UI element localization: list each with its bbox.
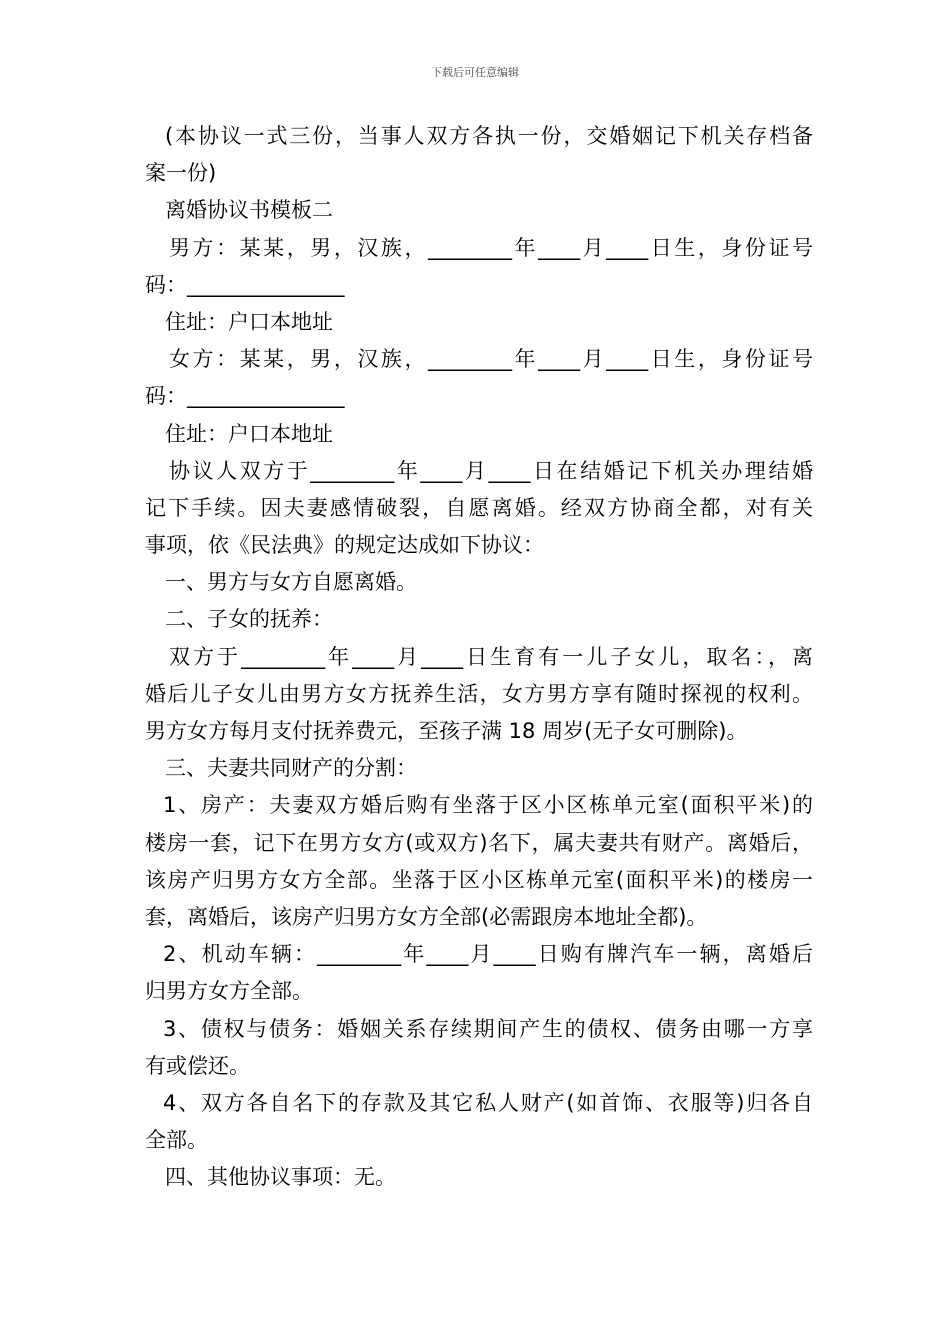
paragraph-line: 3、债权与债务：婚姻关系存续期间产生的债权、债务由哪一方享 [163, 1016, 813, 1041]
paragraph-line: 码：_______________ [145, 384, 345, 409]
paragraph-line: 有或偿还。 [145, 1053, 250, 1078]
paragraph-line: 女方：某某，男，汉族，________年____月____日生，身份证号 [169, 347, 813, 372]
section-title: 离婚协议书模板二 [165, 198, 333, 223]
paragraph-line: 住址：户口本地址 [165, 421, 333, 446]
page-header: 下载后可任意编辑 [431, 66, 519, 79]
paragraph-line: 套，离婚后，该房产归男方女方全部(必需跟房本地址全都)。 [145, 904, 708, 929]
paragraph-line: 事项，依《民法典》的规定达成如下协议： [145, 533, 544, 558]
paragraph-line: 婚后儿子女儿由男方女方抚养生活，女方男方享有随时探视的权利。 [145, 681, 813, 706]
paragraph-line: 码：_______________ [145, 272, 345, 297]
paragraph-line: 二、子女的抚养： [165, 607, 333, 632]
paragraph-line: 三、夫妻共同财产的分割： [165, 756, 417, 781]
paragraph-line: 归男方女方全部。 [145, 979, 313, 1004]
paragraph-line: 四、其他协议事项：无。 [165, 1165, 396, 1190]
paragraph-line: 记下手续。因夫妻感情破裂，自愿离婚。经双方协商全都，对有关 [145, 495, 813, 520]
paragraph-line: 4、双方各自名下的存款及其它私人财产(如首饰、衣服等)归各自 [163, 1090, 813, 1115]
paragraph-line: 住址：户口本地址 [165, 309, 333, 334]
paragraph-line: 男方女方每月支付抚养费元，至孩子满 18 周岁(无子女可删除)。 [145, 719, 748, 743]
paragraph-line: 楼房一套，记下在男方女方(或双方)名下，属夫妻共有财产。离婚后， [145, 830, 813, 855]
paragraph-line: 2、机动车辆：________年____月____日购有牌汽车一辆，离婚后 [163, 942, 813, 967]
paragraph-line: (本协议一式三份，当事人双方各执一份，交婚姻记下机关存档备 [165, 124, 813, 148]
paragraph-line: 全部。 [145, 1128, 208, 1153]
paragraph-line: 双方于________年____月____日生育有一儿子女儿，取名：，离 [169, 644, 813, 669]
paragraph-line: 该房产归男方女方全部。坐落于区小区栋单元室(面积平米)的楼房一 [145, 867, 813, 892]
paragraph-line: 一、男方与女方自愿离婚。 [165, 570, 417, 595]
paragraph-line: 协议人双方于________年____月____日在结婚记下机关办理结婚 [169, 458, 813, 483]
paragraph-line: 1、房产：夫妻双方婚后购有坐落于区小区栋单元室(面积平米)的 [163, 793, 813, 818]
document-body [145, 118, 813, 1196]
paragraph-line: 案一份) [145, 161, 217, 186]
paragraph-line: 男方：某某，男，汉族，________年____月____日生，身份证号 [169, 235, 813, 260]
